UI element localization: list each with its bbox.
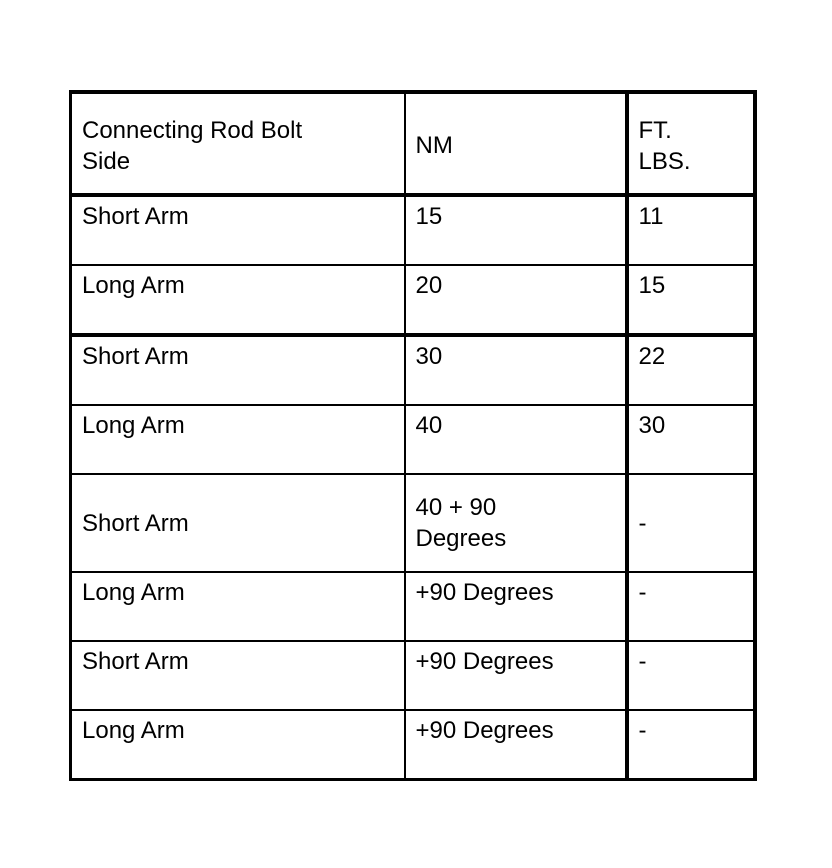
table-row bbox=[71, 710, 755, 780]
bolt-side-cell: Short Arm bbox=[71, 195, 405, 265]
ft-lbs-cell: - bbox=[627, 641, 755, 710]
table-row bbox=[71, 335, 755, 405]
bolt-side-cell: Long Arm bbox=[71, 572, 405, 641]
ft-lbs-cell: 22 bbox=[627, 335, 755, 405]
nm-cell: 20 bbox=[405, 265, 627, 335]
table-row bbox=[71, 195, 755, 265]
ft-lbs-cell: - bbox=[627, 474, 755, 572]
ft-lbs-cell: 30 bbox=[627, 405, 755, 474]
nm-cell: 30 bbox=[405, 335, 627, 405]
ft-lbs-cell: 15 bbox=[627, 265, 755, 335]
bolt-side-cell: Long Arm bbox=[71, 405, 405, 474]
torque-specification-table bbox=[69, 90, 757, 781]
table-row bbox=[71, 572, 755, 641]
table-body bbox=[71, 195, 755, 780]
ft-lbs-cell: - bbox=[627, 572, 755, 641]
table-row bbox=[71, 405, 755, 474]
table-row bbox=[71, 265, 755, 335]
header-row bbox=[71, 92, 755, 195]
header-nm: NM bbox=[405, 92, 627, 195]
nm-cell: +90 Degrees bbox=[405, 641, 627, 710]
nm-cell: 40 bbox=[405, 405, 627, 474]
nm-cell: +90 Degrees bbox=[405, 572, 627, 641]
nm-cell: 15 bbox=[405, 195, 627, 265]
table-row bbox=[71, 641, 755, 710]
ft-lbs-cell: - bbox=[627, 710, 755, 780]
bolt-side-cell: Long Arm bbox=[71, 265, 405, 335]
table-row bbox=[71, 474, 755, 572]
bolt-side-cell: Short Arm bbox=[71, 474, 405, 572]
header-bolt-side: Connecting Rod Bolt Side bbox=[71, 92, 405, 195]
nm-cell: 40 + 90 Degrees bbox=[405, 474, 627, 572]
bolt-side-cell: Long Arm bbox=[71, 710, 405, 780]
ft-lbs-cell: 11 bbox=[627, 195, 755, 265]
nm-cell: +90 Degrees bbox=[405, 710, 627, 780]
header-ft-lbs: FT. LBS. bbox=[627, 92, 755, 195]
bolt-side-cell: Short Arm bbox=[71, 641, 405, 710]
table-header bbox=[71, 92, 755, 195]
bolt-side-cell: Short Arm bbox=[71, 335, 405, 405]
